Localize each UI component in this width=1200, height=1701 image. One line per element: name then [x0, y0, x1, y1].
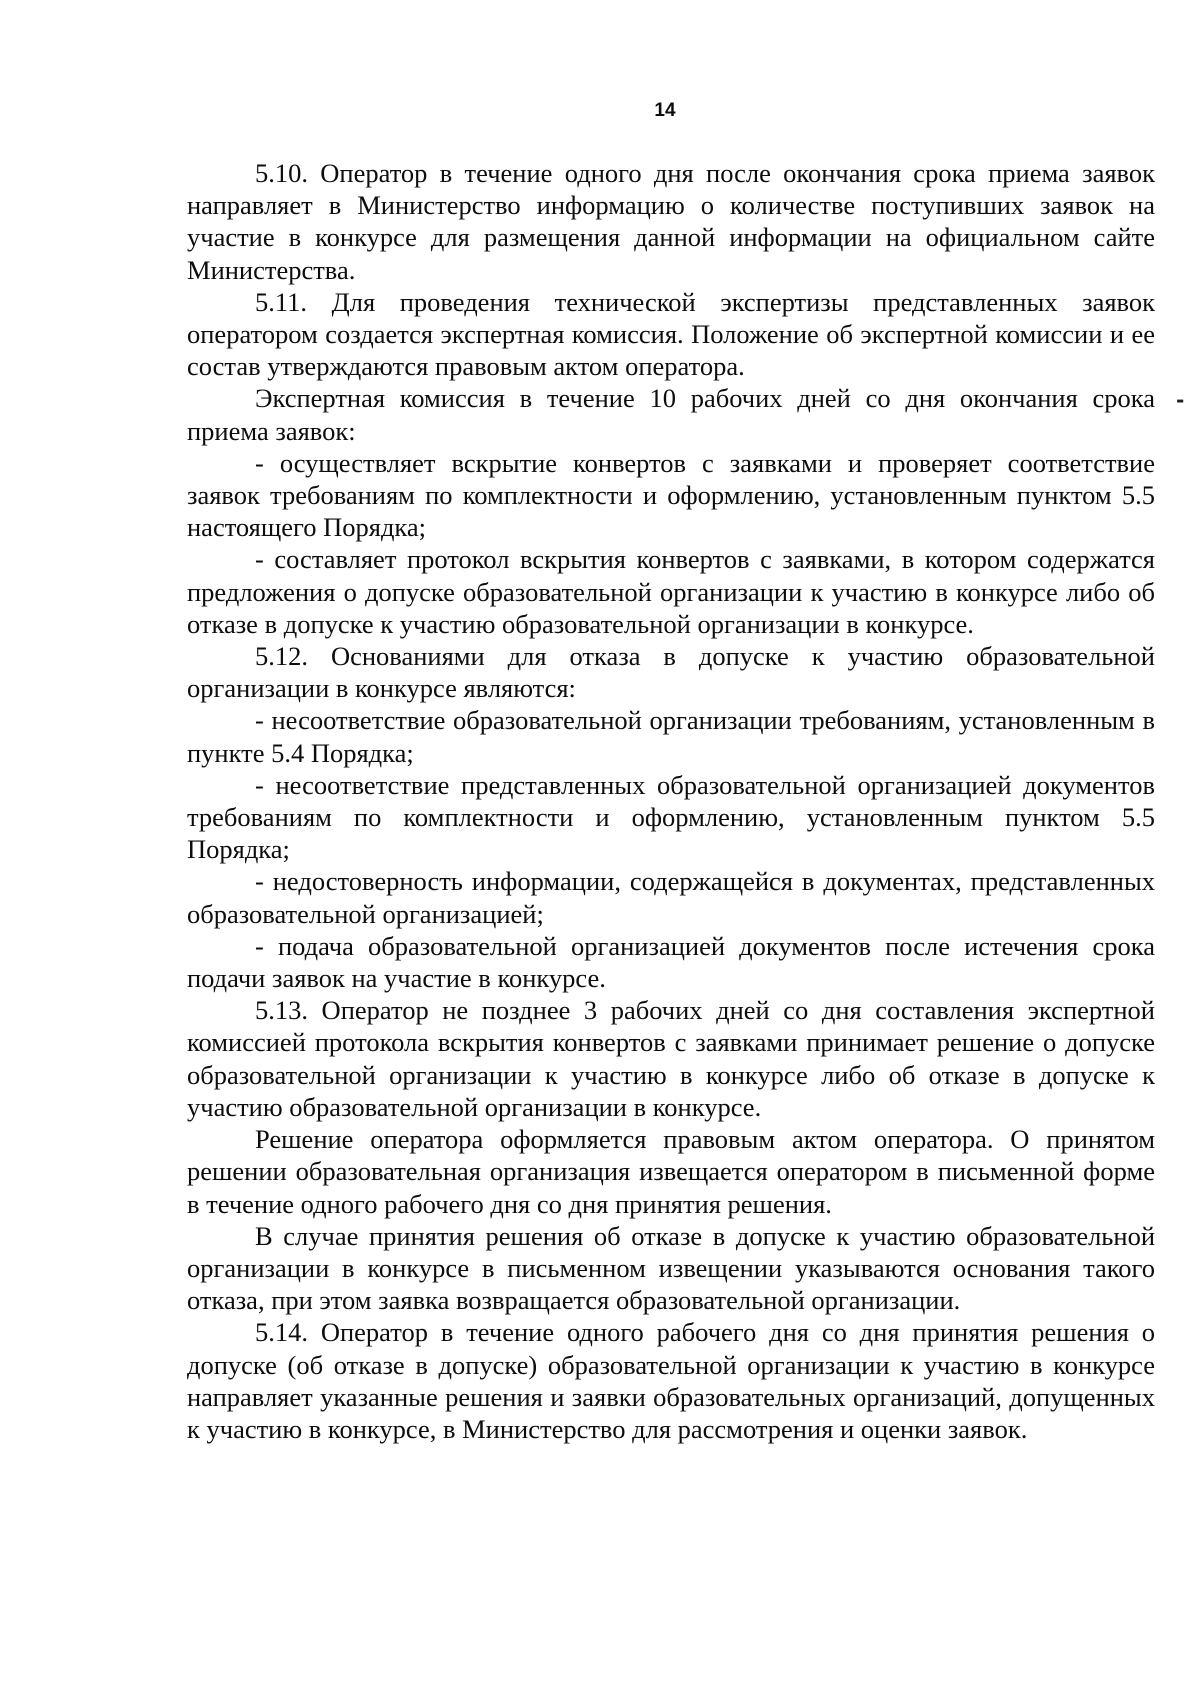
list-item-protocol: - составляет протокол вскрытия конвертов с заявками, в котором содержатся предложения о допуске образовательной организации к участию в конкурсе либо об отказе в допуске к участию образовательной организации в конкурсе. [187, 544, 1155, 639]
list-item-opening-envelopes: - осуществляет вскрытие конвертов с заявками и проверяет соответствие заявок требованиям по комплектности и оформлению, установленным пунктом 5.5 настоящего Порядка; [187, 447, 1155, 543]
page-number: 14 [654, 100, 676, 121]
list-item-nonconformity-organization: - несоответствие образовательной организации требованиям, установленным в пункте 5.4 Порядка; [187, 705, 1155, 768]
paragraph-5-11: 5.11. Для проведения технической экспертизы представленных заявок оператором создается экспертная комиссия. Положение об экспертной комиссии и ее состав утверждаются правовым актом оператора. [187, 286, 1155, 382]
paragraph-5-14: 5.14. Оператор в течение одного рабочего дня со дня принятия решения о допуске (об отказе в допуске) образовательной организации к участию в конкурсе направляет указанные решения и заявки образовательных организаций, допущенных к участию в конкурсе, в Министерство для рассмотрения и оценки заявок. [187, 1317, 1155, 1444]
paragraph-refusal-case: В случае принятия решения об отказе в допуске к участию образовательной организации в конкурсе в письменном извещении указываются основания такого отказа, при этом заявка возвращается образовательной организации. [187, 1220, 1155, 1316]
document-body [187, 157, 1155, 1445]
list-item-nonconformity-documents: - несоответствие представленных образовательной организацией документов требованиям по комплектности и оформлению, установленным пунктом 5.5 Порядка; [187, 769, 1155, 865]
paragraph-expert-commission: Экспертная комиссия в течение 10 рабочих дней со дня окончания срока приема заявок: [187, 383, 1155, 446]
paragraph-decision: Решение оператора оформляется правовым актом оператора. О принятом решении образовательная организация извещается оператором в письменной форме в течение одного рабочего дня со дня принятия решения. [187, 1124, 1155, 1219]
paragraph-5-13: 5.13. Оператор не позднее 3 рабочих дней со дня составления экспертной комиссией протокола вскрытия конвертов с заявками принимает решение о допуске образовательной организации к участию в конкурсе либо об отказе в допуске к участию образовательной организации в конкурсе. [187, 995, 1155, 1122]
list-item-unreliable-information: - недостоверность информации, содержащейся в документах, представленных образовательной организацией; [187, 866, 1155, 929]
paragraph-5-10: 5.10. Оператор в течение одного дня после окончания срока приема заявок направляет в Министерство информацию о количестве поступивших заявок на участие в конкурсе для размещения данной информации на официальном сайте Министерства. [187, 158, 1155, 285]
list-item-late-submission: - подача образовательной организацией документов после истечения срока подачи заявок на участие в конкурсе. [187, 930, 1155, 994]
margin-mark: - [1176, 388, 1185, 412]
paragraph-5-12: 5.12. Основаниями для отказа в допуске к участию образовательной организации в конкурсе являются: [187, 641, 1155, 704]
